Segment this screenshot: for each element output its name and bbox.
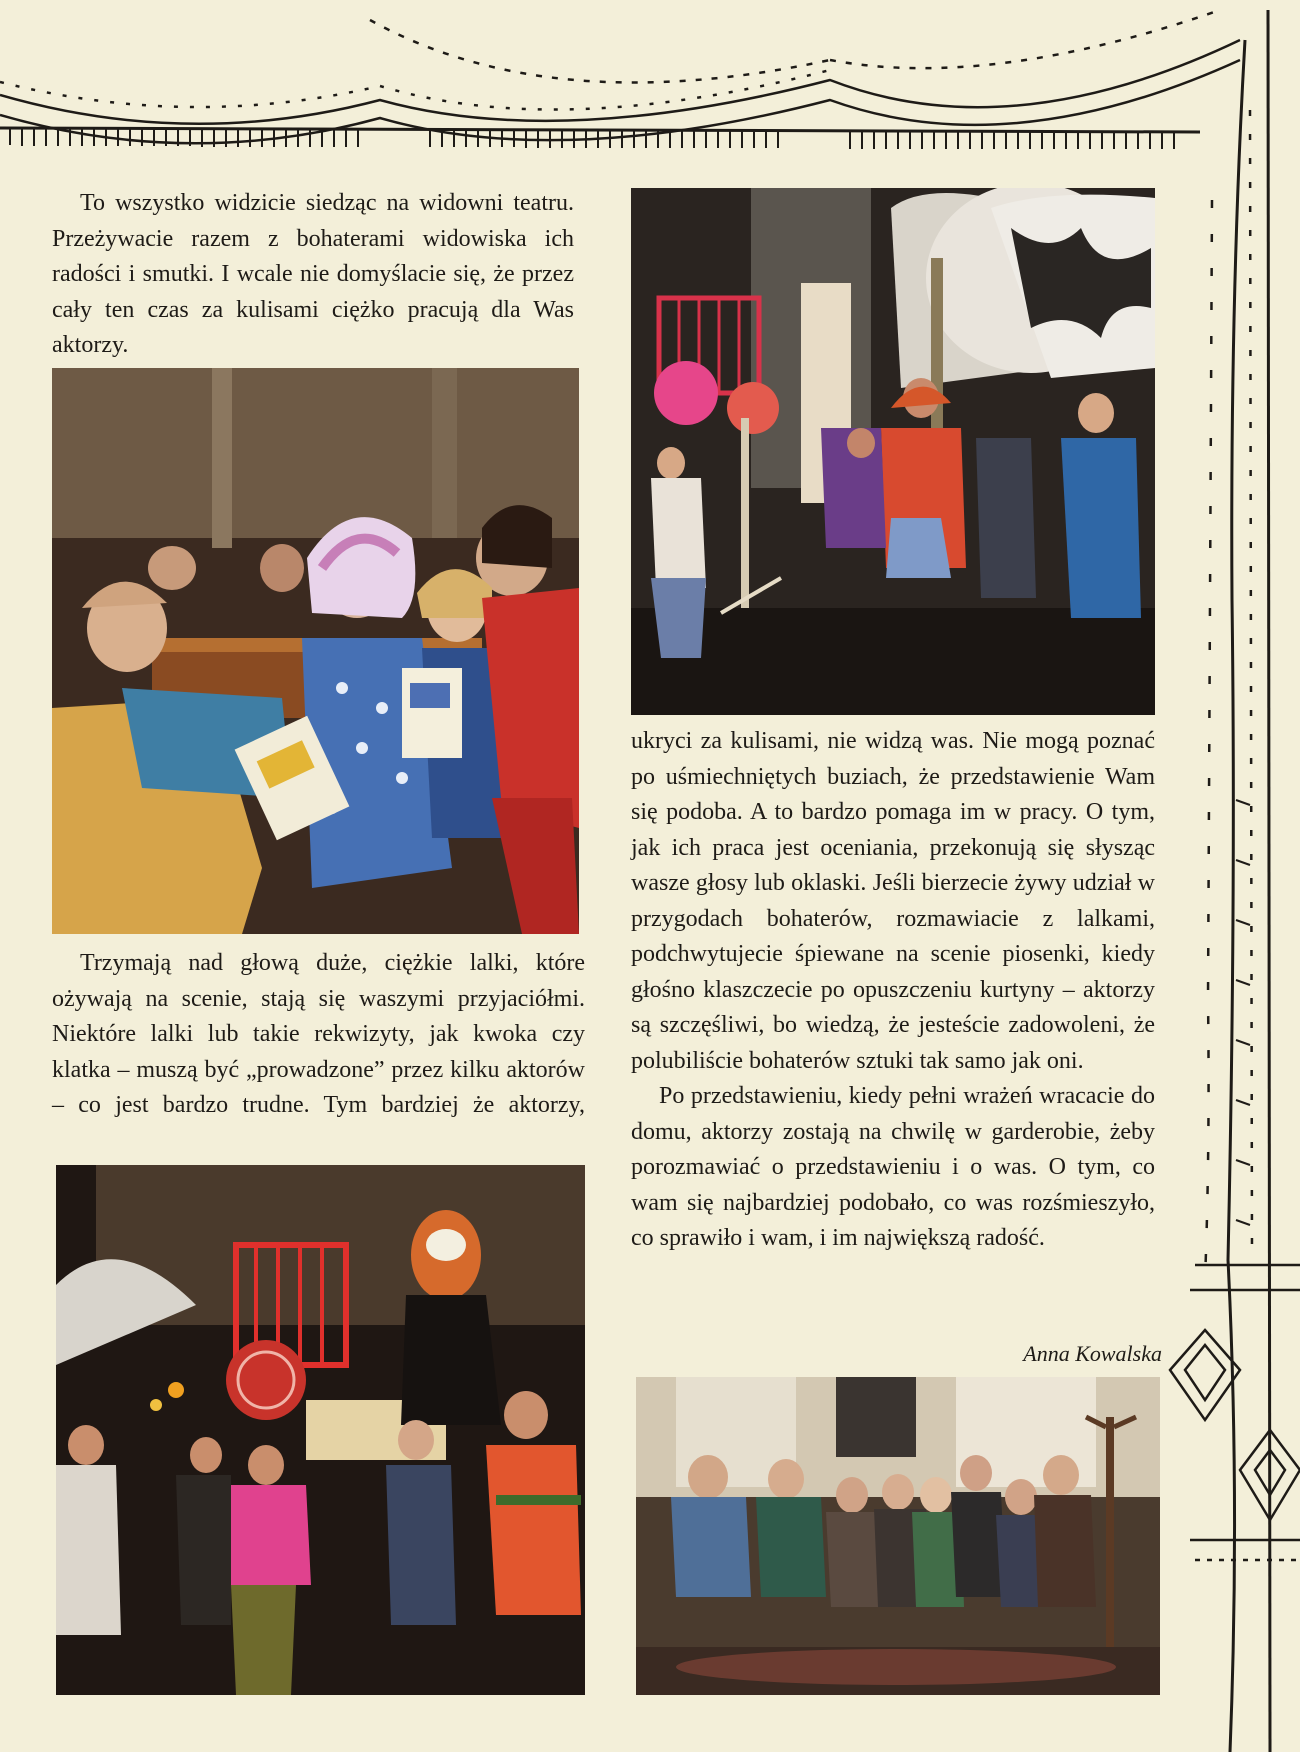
after-show-text: Po przedstawieniu, kiedy pełni wrażeń wracacie do domu, aktorzy zostają na chwilę w garderobie, żeby porozmawiać o przedstawieniu i o was. O tym, co wam się najbardziej podobało, co was rozśmieszyło, co sprawiło i wam, i im największą radość.	[631, 1083, 1155, 1251]
actors-group-photo	[636, 1377, 1160, 1695]
puppets-text: Trzymają nad głową duże, ciężkie lalki, które ożywają na scenie, stają się waszymi przyjaciółmi. Niektóre lalki lub takie rekwizyty, jak kwoka czy klatka – muszą być „prowadzone” przez kilku aktorów – co jest bardzo trudne. Tym bardziej że aktorzy,	[52, 950, 585, 1118]
author-byline: Anna Kowalska	[1023, 1341, 1162, 1366]
intro-text: To wszystko widzicie siedząc na widowni teatru. Przeżywacie razem z bohaterami widowiska ich radości i smutki. I wcale nie domyślacie się, że przez cały ten czas za kulisami ciężko pracują dla Was aktorzy.	[52, 190, 574, 358]
actors-holding-puppets-photo	[56, 1165, 585, 1695]
children-audience-photo	[52, 368, 579, 934]
intro-paragraph	[52, 186, 574, 364]
paragraph-actors-continued	[631, 724, 1155, 1257]
actors-continued-text: ukryci za kulisami, nie widzą was. Nie mogą poznać po uśmiechniętych buziach, że przedstawienie Wam się podoba. A to bardzo pomaga im w pracy. O tym, jak ich praca jest oceniania, przekonują się słysząc wasze głosy lub oklaski. Jeśli bierzecie żywy udział w przygodach bohaterów, rozmawiacie z lalkami, podchwytujecie śpiewane na scenie piosenki, kiedy głośno klaszczecie po opuszczeniu kurtyny – aktorzy są szczęśliwi, bo wiedzą, że jesteście zadowoleni, że polubiliście bohaterów sztuki tak samo jak oni.	[631, 728, 1155, 1074]
backstage-puppeteers-photo	[631, 188, 1155, 715]
paragraph-puppets	[52, 946, 585, 1124]
